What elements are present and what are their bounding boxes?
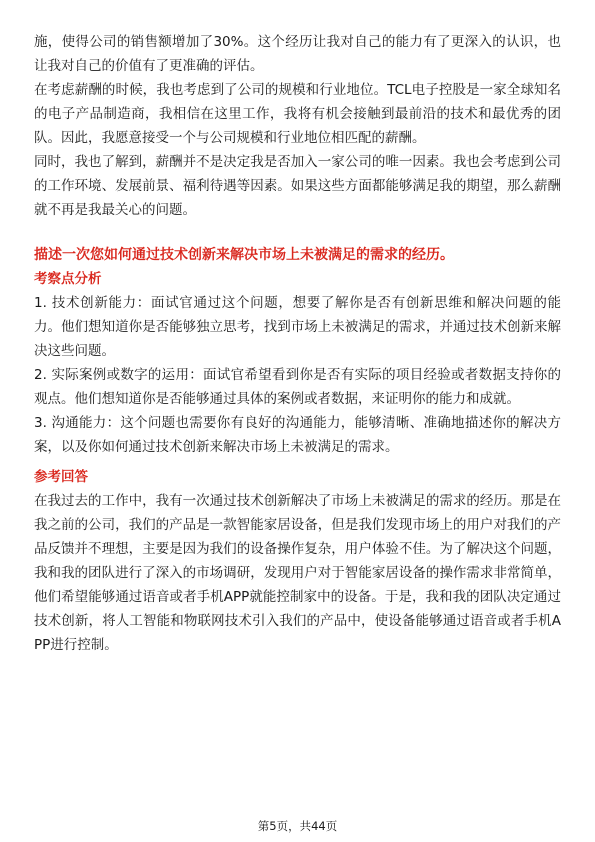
answer-paragraph: 在我过去的工作中，我有一次通过技术创新解决了市场上未被满足的需求的经历。那是在我之前的公司，我们的产品是一款智能家居设备，但是我们发现市场上的用户对我们的产品反馈并不理想，主要是因为我们的设备操作复杂，用户体验不佳。为了解决这个问题，我和我的团队进行了深入的市场调研，发现用户对于智能家居设备的操作需求非常简单，他们希望能够通过语音或者手机APP就能控制家中的设备。于是，我和我的团队决定通过技术创新，将人工智能和物联网技术引入我们的产品中，使设备能够通过语音或者手机APP进行控制。: [34, 493, 561, 653]
answer-heading: 参考回答: [34, 469, 88, 485]
analysis-item: 1. 技术创新能力：面试官通过这个问题，想要了解你是否有创新思维和解决问题的能力。他们想知道你是否能够独立思考，找到市场上未被满足的需求，并通过技术创新来解决这些问题。: [34, 295, 561, 359]
analysis-heading: 考察点分析: [34, 271, 102, 287]
question-heading: 描述一次您如何通过技术创新来解决市场上未被满足的需求的经历。: [34, 247, 454, 263]
intro-paragraph: 在考虑薪酬的时候，我也考虑到了公司的规模和行业地位。TCL电子控股是一家全球知名的电子产品制造商，我相信在这里工作，我将有机会接触到最前沿的技术和最优秀的团队。因此，我愿意接受一个与公司规模和行业地位相匹配的薪酬。: [34, 82, 561, 146]
analysis-item: 2. 实际案例或数字的运用：面试官希望看到你是否有实际的项目经验或者数据支持你的观点。他们想知道你是否能够通过具体的案例或者数据，来证明你的能力和成就。: [34, 367, 561, 407]
analysis-item: 3. 沟通能力：这个问题也需要你有良好的沟通能力，能够清晰、准确地描述你的解决方案，以及你如何通过技术创新来解决市场上未被满足的需求。: [34, 415, 561, 455]
intro-paragraph: 同时，我也了解到，薪酬并不是决定我是否加入一家公司的唯一因素。我也会考虑到公司的工作环境、发展前景、福利待遇等因素。如果这些方面都能够满足我的期望，那么薪酬就不再是我最关心的问题。: [34, 154, 561, 218]
document-page: [34, 30, 561, 657]
intro-paragraph: 施，使得公司的销售额增加了30%。这个经历让我对自己的能力有了更深入的认识，也让我对自己的价值有了更准确的评估。: [34, 34, 561, 74]
page-number: 第5页，共44页: [257, 819, 338, 833]
